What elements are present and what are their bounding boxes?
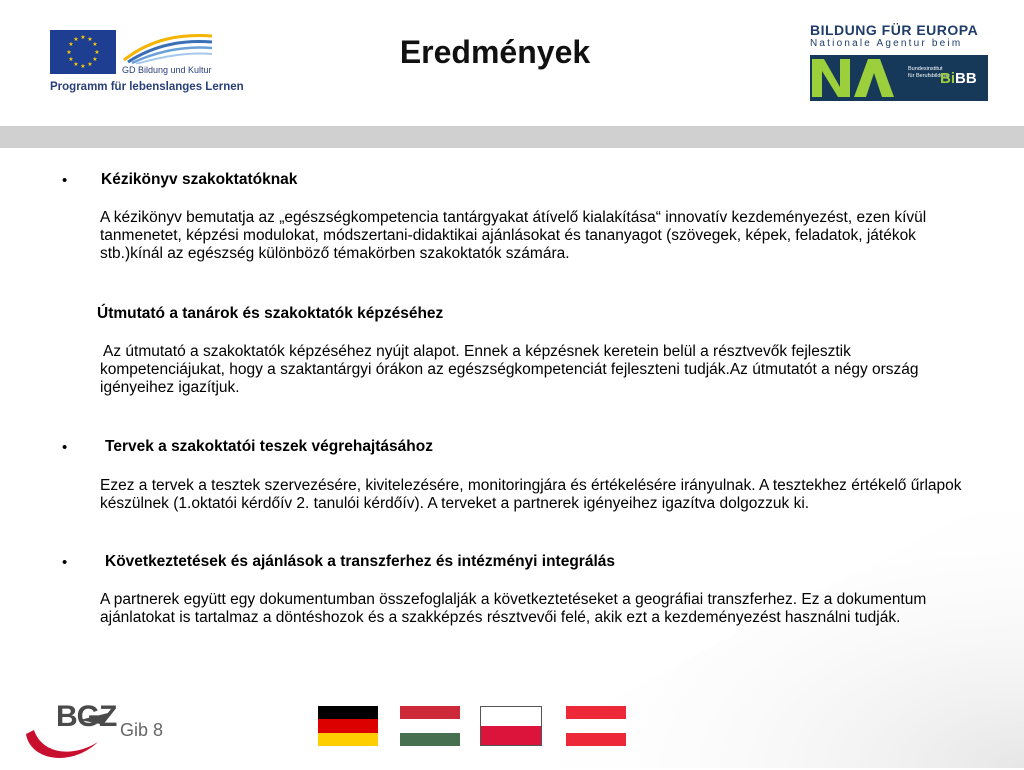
na-logo-icon bbox=[810, 55, 906, 101]
hungary-flag bbox=[400, 706, 460, 746]
svg-text:★: ★ bbox=[87, 61, 93, 68]
svg-text:★: ★ bbox=[94, 49, 100, 56]
section-heading-guide: Útmutató a tanárok és szakoktatók képzéséhez bbox=[97, 305, 444, 322]
bullet-icon: • bbox=[62, 172, 68, 189]
bibb-institute-label: Bundesinstitut für Berufsbildung bbox=[908, 66, 950, 79]
svg-text:★: ★ bbox=[66, 49, 72, 56]
svg-text:★: ★ bbox=[73, 36, 79, 43]
section-heading-handbook: Kézikönyv szakoktatóknak bbox=[101, 171, 298, 188]
section-body-handbook: A kézikönyv bemutatja az „egészségkompetencia tantárgyakat átívelő kialakítása“ innovatív kezdeményezést, ezen kívül tanmenetet, képzési modulokat, módszertani-didaktikai ajánlásokat és tananyagot (szövegek, képek, feladatok, játékok stb.)kínál az egészség különböző témakörben szakoktatók számára. bbox=[100, 209, 927, 262]
svg-text:★: ★ bbox=[73, 61, 79, 68]
section-body-conclusions: A partnerek együtt egy dokumentumban összefoglalják a következtetéseket a geográfiai transzferhez. Ez a dokumentum ajánlatokat is tartalmaz a döntéshozok és a szakképzés résztvevői felé, akik ezt a kezdeményezést használni tudják. bbox=[100, 591, 927, 626]
svg-text:★: ★ bbox=[68, 41, 74, 48]
na-bibb-box bbox=[810, 55, 988, 101]
svg-text:★: ★ bbox=[92, 41, 98, 48]
section-body-guide: Az útmutató a szakoktatók képzéséhez nyújt alapot. Ennek a képzésnek keretein belül a résztvevők fejlesztik kompetenciájukat, hogy a szaktantárgyi órákon az egészségkompetenciát fejleszteni tudják.Az útmutatót a négy ország igényeihez igazítjuk. bbox=[100, 343, 919, 396]
bfe-subtitle: Nationale Agentur beim bbox=[810, 38, 963, 49]
bgz-logo bbox=[20, 690, 120, 765]
germany-flag bbox=[318, 706, 378, 746]
bullet-icon: • bbox=[62, 439, 68, 456]
svg-text:★: ★ bbox=[68, 56, 74, 63]
bildung-fuer-europa-logo bbox=[810, 22, 994, 102]
slide-header bbox=[0, 0, 1024, 126]
section-body-test-plans: Ezez a tervek a tesztek szervezésére, kivitelezésére, monitoringjára és értékelésére irányulnak. A tesztekhez értékelő űrlapok készülnek (1.oktatói kérdőív 2. tanulói kérdőív). A terveket a partnerek igényeihez igazítva dolgozzuk ki. bbox=[100, 477, 962, 512]
bibb-wordmark: BiBB bbox=[940, 70, 977, 87]
header-divider bbox=[0, 126, 1024, 148]
bgz-wordmark: BGZ bbox=[56, 700, 117, 733]
bfe-title: BILDUNG FÜR EUROPA bbox=[810, 22, 979, 38]
svg-text:★: ★ bbox=[92, 56, 98, 63]
section-heading-test-plans: Tervek a szakoktatói teszek végrehajtásához bbox=[105, 438, 433, 455]
eu-sub-label: GD Bildung und Kultur bbox=[122, 65, 212, 75]
svg-text:★: ★ bbox=[80, 63, 86, 70]
eu-program-label: Programm für lebenslanges Lernen bbox=[50, 81, 244, 93]
page-title: Eredmények bbox=[399, 34, 591, 70]
bullet-icon: • bbox=[62, 554, 68, 571]
svg-text:★: ★ bbox=[87, 36, 93, 43]
slide-footer bbox=[0, 680, 1024, 768]
austria-flag bbox=[566, 706, 626, 746]
poland-flag bbox=[480, 706, 542, 746]
page-label: Gib 8 bbox=[120, 720, 164, 740]
section-heading-conclusions: Következtetések és ajánlások a transzferhez és intézményi integrálás bbox=[105, 553, 616, 570]
svg-text:★: ★ bbox=[80, 34, 86, 41]
